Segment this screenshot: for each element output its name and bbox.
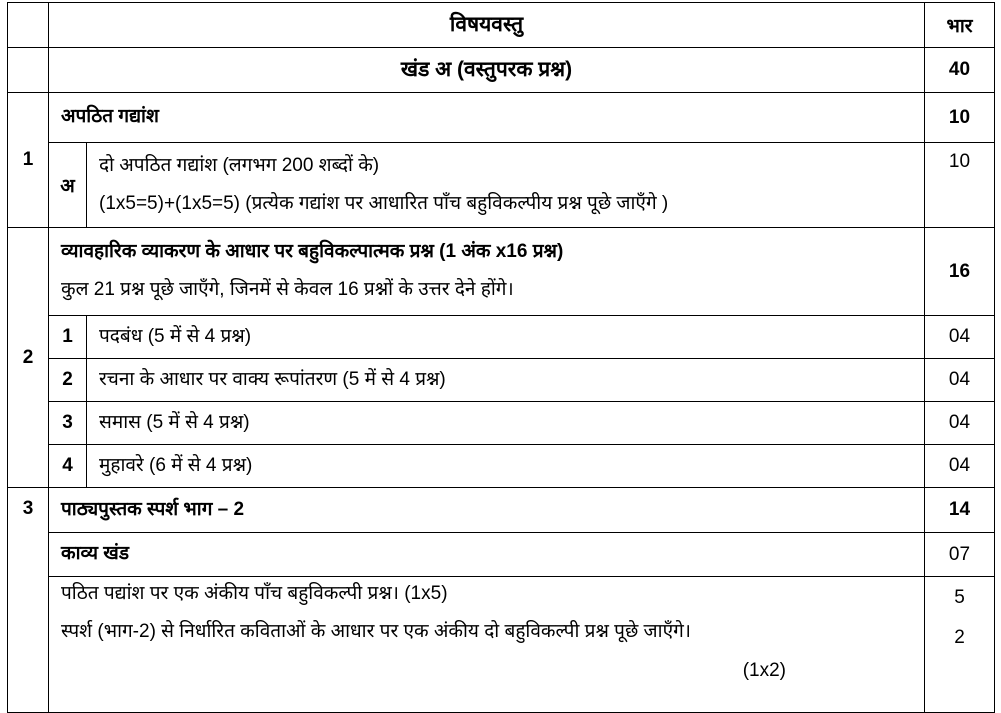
row-2-item-4-number: 4	[62, 455, 73, 476]
row-2-item-1-text: पदबंध (5 में से 4 प्रश्न)	[99, 325, 252, 347]
row-2-item-3-marks-cell	[925, 402, 995, 445]
section-band-row	[8, 48, 995, 93]
row-3-detail-line-2-tail: (1x2)	[742, 659, 786, 681]
row-3-kavya	[8, 533, 995, 577]
band-cell-blank	[8, 48, 49, 93]
row-2-item-2-number: 2	[62, 369, 73, 390]
section-band-label: खंड अ (वस्तुपरक प्रश्न)	[400, 58, 573, 82]
row-1-sub-lines	[87, 149, 924, 222]
row-1-sub-marks: 10	[948, 151, 971, 172]
row-2-subheading-label: कुल 21 प्रश्न पूछे जाएँगे, जिनमें से केवल 16 प्रश्नों के उत्तर देने होंगे।	[61, 279, 514, 300]
row-1-heading-label: अपठित गद्यांश	[61, 106, 159, 128]
row-2-heading-label: व्यावहारिक व्याकरण के आधार पर बहुविकल्पात्मक प्रश्न (1 अंक x16 प्रश्न)	[61, 241, 564, 263]
row-1-sub-marks-cell	[925, 143, 995, 228]
syllabus-table	[7, 2, 995, 713]
row-1-heading-marks: 10	[948, 106, 971, 128]
row-3-kavya-marks-cell	[925, 533, 995, 577]
row-2-item-4-number-cell	[49, 445, 87, 488]
row-1-number: 1	[22, 149, 34, 170]
row-3-number: 3	[22, 498, 34, 519]
row-2-item-1	[8, 316, 995, 359]
row-2-item-2-marks-cell	[925, 359, 995, 402]
row-3-heading-cell	[49, 488, 925, 533]
row-3-kavya-label: काव्य खंड	[61, 543, 130, 565]
section-band-marks: 40	[948, 59, 971, 80]
row-2-item-2-text: रचना के आधार पर वाक्य रूपांतरण (5 में से 4 प्रश्न)	[99, 368, 446, 390]
row-1-sub-a	[8, 143, 995, 228]
row-2-item-3-text-cell	[87, 402, 925, 445]
row-2-item-4-marks: 04	[948, 455, 971, 476]
row-3-heading-marks-cell	[925, 488, 995, 533]
row-1-sub-line-1: दो अपठित गद्यांश (लगभग 200 शब्दों के)	[99, 154, 380, 176]
row-2-marks-cell	[925, 228, 995, 316]
row-3-detail-line-2: स्पर्श (भाग-2) से निर्धारित कविताओं के आधार पर एक अंकीय दो बहुविकल्पी प्रश्न पूछे जाएँगे।	[61, 620, 691, 642]
row-1-sub-content-cell	[87, 143, 925, 228]
row-2-heading-lines	[49, 235, 924, 308]
row-2-item-1-text-cell	[87, 316, 925, 359]
row-2-item-2-text-cell	[87, 359, 925, 402]
row-3-detail-marks-2: 2	[954, 627, 965, 648]
row-2-item-1-marks: 04	[948, 326, 971, 347]
row-3-kavya-cell	[49, 533, 925, 577]
table-header-row	[8, 3, 995, 48]
row-2-item-3	[8, 402, 995, 445]
row-1-heading-cell	[49, 93, 925, 143]
row-3-details-marks-cell	[925, 577, 995, 713]
row-3-heading	[8, 488, 995, 533]
row-1-sub-label-cell	[49, 143, 87, 228]
row-2-item-4	[8, 445, 995, 488]
row-1-heading	[8, 93, 995, 143]
header-cell-content	[49, 3, 925, 48]
header-label-content: विषयवस्तु	[449, 13, 524, 37]
header-cell-blank	[8, 3, 49, 48]
header-label-marks: भार	[946, 16, 973, 37]
row-2-item-3-number: 3	[62, 412, 73, 433]
row-3-detail-lines	[49, 577, 924, 689]
row-2-item-4-text-cell	[87, 445, 925, 488]
row-3-heading-label: पाठ्यपुस्तक स्पर्श भाग – 2	[61, 498, 245, 520]
row-2-heading-cell	[49, 228, 925, 316]
row-2-item-2-number-cell	[49, 359, 87, 402]
row-3-detail-marks-1: 5	[954, 587, 965, 608]
row-1-sub-label: अ	[60, 176, 75, 197]
row-2-item-1-number: 1	[62, 326, 73, 347]
row-3-kavya-marks: 07	[948, 543, 971, 565]
row-2-item-3-number-cell	[49, 402, 87, 445]
row-1-number-cell	[8, 93, 49, 228]
band-cell-label	[49, 48, 925, 93]
row-3-details-cell	[49, 577, 925, 713]
row-3-number-cell	[8, 488, 49, 713]
row-3-detail-line-1: पठित पद्यांश पर एक अंकीय पाँच बहुविकल्पी प्रश्न। (1x5)	[61, 583, 448, 604]
row-2-item-1-marks-cell	[925, 316, 995, 359]
band-cell-marks	[925, 48, 995, 93]
row-2-item-2	[8, 359, 995, 402]
row-2-number: 2	[22, 346, 34, 368]
row-2-number-cell	[8, 228, 49, 488]
row-1-heading-marks-cell	[925, 93, 995, 143]
row-2-heading	[8, 228, 995, 316]
row-2-item-2-marks: 04	[948, 369, 971, 390]
row-3-heading-marks: 14	[948, 499, 971, 520]
row-1-sub-line-2: (1x5=5)+(1x5=5) (प्रत्येक गद्यांश पर आधारित पाँच बहुविकल्पीय प्रश्न पूछे जाएँगे )	[99, 192, 669, 214]
row-2-marks: 16	[948, 260, 971, 282]
row-2-item-1-number-cell	[49, 316, 87, 359]
row-2-item-3-marks: 04	[948, 412, 971, 433]
row-2-item-4-text: मुहावरे (6 में से 4 प्रश्न)	[99, 454, 253, 476]
header-cell-marks	[925, 3, 995, 48]
row-3-details	[8, 577, 995, 713]
row-2-item-3-text: समास (5 में से 4 प्रश्न)	[99, 411, 250, 433]
row-2-item-4-marks-cell	[925, 445, 995, 488]
